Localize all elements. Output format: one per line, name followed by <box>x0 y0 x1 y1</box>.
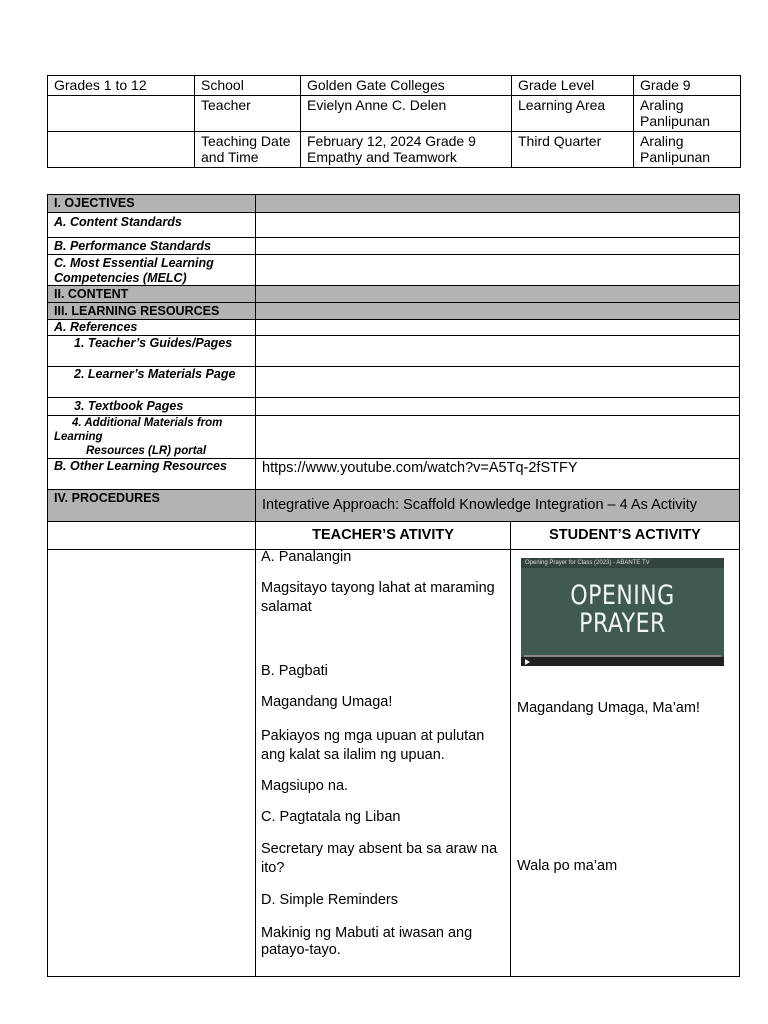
melc-label: C. Most Essential Learning Competencies (MELC) <box>54 256 214 285</box>
additional-materials-label-2: Resources (LR) portal <box>86 445 207 457</box>
other-resources-value-cell <box>255 458 740 490</box>
teachers-guides-value <box>255 335 740 367</box>
other-resources-label-cell <box>47 458 256 490</box>
list-item: A. Panalangin <box>261 549 352 565</box>
video-controls <box>521 657 724 666</box>
learners-materials-label: 2. Learner’s Materials Page <box>74 367 236 381</box>
performance-standards-label-cell <box>47 237 256 255</box>
content-row-value <box>255 285 740 303</box>
header-table <box>47 75 741 168</box>
list-item: Magandang Umaga! <box>261 694 393 710</box>
header-row <box>48 131 741 167</box>
procedures-heading: IV. PROCEDURES <box>54 491 160 505</box>
content-standards-value <box>255 212 740 238</box>
video-title <box>539 582 705 638</box>
header-cell: Grade Level <box>512 76 634 96</box>
learners-materials-label-cell <box>47 366 256 398</box>
header-cell: February 12, 2024 Grade 9 Empathy and Teamwork <box>301 131 512 167</box>
list-item: Pakiayos ng mga upuan at pulutan ang kalat sa ilalim ng upuan. <box>261 728 485 763</box>
list-item: Magsitayo tayong lahat at maraming salamat <box>261 580 495 615</box>
header-cell: Teaching Date and Time <box>195 131 301 167</box>
list-item: Secretary may absent ba sa araw na ito? <box>261 841 498 876</box>
header-cell: Golden Gate Colleges <box>301 76 512 96</box>
learners-materials-value <box>255 366 740 398</box>
student-activity-header-cell <box>510 521 740 550</box>
teacher-activity-header-cell <box>255 521 511 550</box>
learning-resources-row-value <box>255 302 740 320</box>
additional-materials-label: 4. Additional Materials from Learning <box>54 417 223 443</box>
content-row-label <box>47 285 256 303</box>
objectives-heading: I. OJECTIVES <box>54 196 135 210</box>
header-row <box>48 95 741 131</box>
header-cell <box>48 95 195 131</box>
performance-standards-value <box>255 237 740 255</box>
learning-resources-heading: III. LEARNING RESOURCES <box>54 304 220 318</box>
list-item: Makinig ng Mabuti at iwasan ang patayo-tayo. <box>261 925 473 958</box>
list-item: B. Pagbati <box>261 663 328 679</box>
header-cell: School <box>195 76 301 96</box>
header-cell: Grade 9 <box>634 76 741 96</box>
play-icon[interactable] <box>525 659 530 665</box>
melc-label-cell <box>47 254 256 286</box>
procedures-row-value <box>255 489 740 522</box>
references-label: A. References <box>54 320 138 334</box>
header-cell <box>48 131 195 167</box>
video-caption: Opening Prayer for Class (2023) - ABANTE TV <box>521 558 724 568</box>
student-activity-header: STUDENT’S ACTIVITY <box>549 527 701 543</box>
header-cell: Araling Panlipunan <box>634 131 741 167</box>
header-cell: Third Quarter <box>512 131 634 167</box>
textbook-pages-label: 3. Textbook Pages <box>74 399 184 413</box>
student-response: Wala po ma’am <box>517 858 618 874</box>
list-item: Magsiupo na. <box>261 778 349 794</box>
teacher-activity-header: TEACHER’S ATIVITY <box>312 527 454 543</box>
teachers-guides-label: 1. Teacher’s Guides/Pages <box>74 336 233 350</box>
header-cell: Learning Area <box>512 95 634 131</box>
header-row <box>48 76 741 96</box>
video-title-line: PRAYER <box>579 608 666 639</box>
header-cell: Evielyn Anne C. Delen <box>301 95 512 131</box>
content-standards-label: A. Content Standards <box>54 215 182 229</box>
procedures-approach: Integrative Approach: Scaffold Knowledge Integration – 4 As Activity <box>262 497 698 513</box>
student-response: Magandang Umaga, Ma’am! <box>517 700 700 716</box>
content-heading: II. CONTENT <box>54 287 129 301</box>
other-resources-label: B. Other Learning Resources <box>54 459 227 473</box>
teachers-guides-label-cell <box>47 335 256 367</box>
activity-header-blank <box>47 521 256 550</box>
youtube-link[interactable]: https://www.youtube.com/watch?v=A5Tq-2fSTFY <box>262 460 578 476</box>
melc-value <box>255 254 740 286</box>
list-item: C. Pagtatala ng Liban <box>261 809 401 825</box>
header-cell: Grades 1 to 12 <box>48 76 195 96</box>
references-label-cell <box>47 319 256 336</box>
content-standards-label-cell <box>47 212 256 238</box>
objectives-row-value <box>255 194 740 213</box>
activity-body-blank <box>47 549 256 977</box>
header-cell: Araling Panlipunan <box>634 95 741 131</box>
references-value <box>255 319 740 336</box>
additional-materials-label-cell <box>47 415 256 459</box>
header-cell: Teacher <box>195 95 301 131</box>
list-item: D. Simple Reminders <box>261 892 398 908</box>
video-title-line: OPENING <box>570 580 675 611</box>
textbook-pages-label-cell <box>47 397 256 416</box>
learning-resources-row-label <box>47 302 256 320</box>
opening-prayer-video[interactable] <box>521 558 724 666</box>
textbook-pages-value <box>255 397 740 416</box>
performance-standards-label: B. Performance Standards <box>54 239 211 253</box>
additional-materials-value <box>255 415 740 459</box>
procedures-row-label <box>47 489 256 522</box>
objectives-row-label <box>47 194 256 213</box>
